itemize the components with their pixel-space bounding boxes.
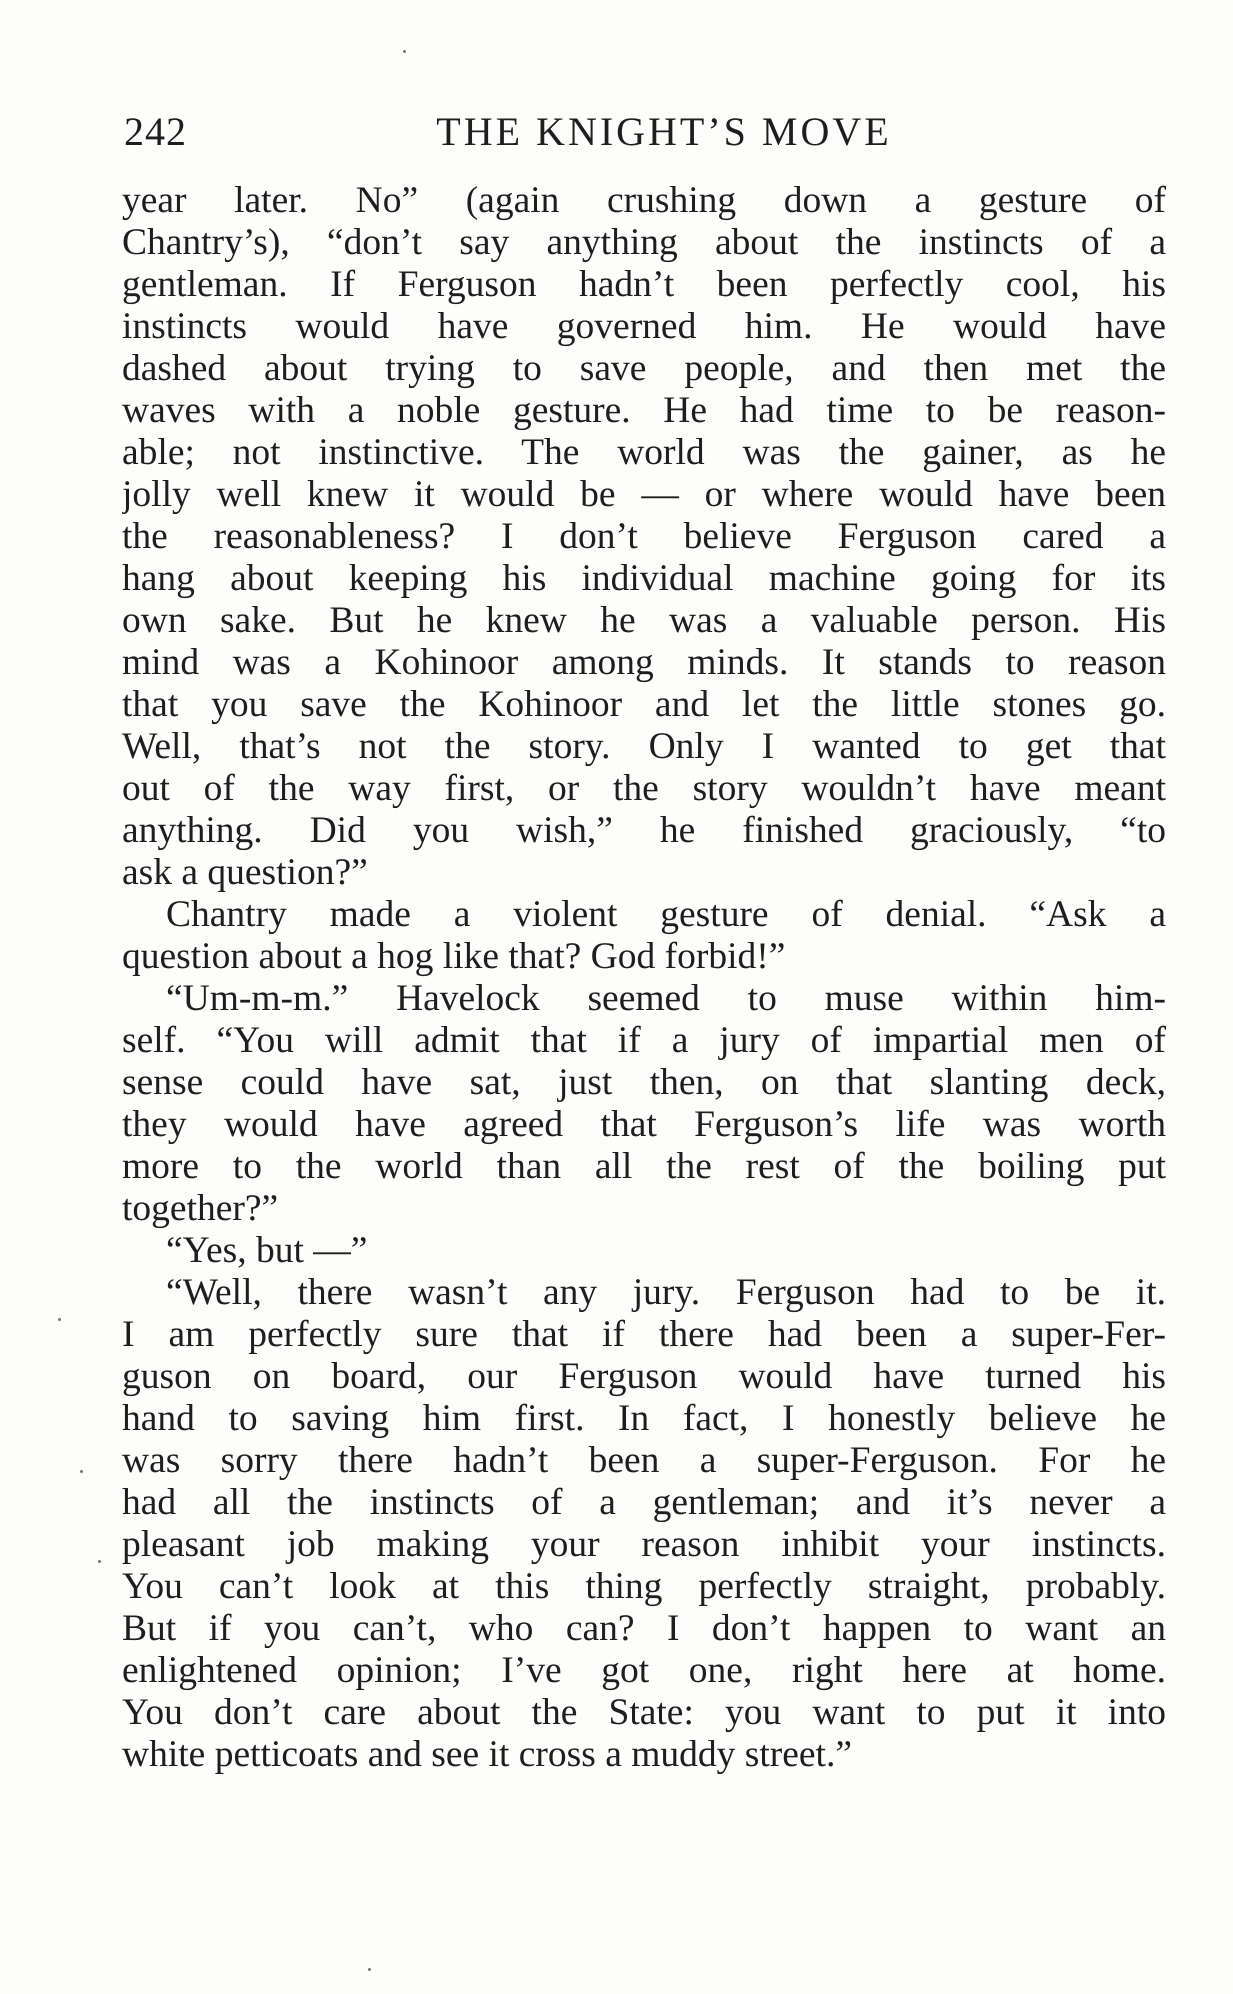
- text-line: self. “You will admit that if a jury of impartial men of: [122, 1020, 1166, 1061]
- text-line: more to the world than all the rest of the boiling put: [122, 1146, 1166, 1187]
- text-line: able; not instinctive. The world was the gainer, as he: [122, 432, 1166, 473]
- text-line: year later. No” (again crushing down a gesture of: [122, 180, 1166, 221]
- text-line: But if you can’t, who can? I don’t happen to want an: [122, 1608, 1166, 1649]
- text-line: hang about keeping his individual machine going for its: [122, 558, 1166, 599]
- text-line: “Yes, but —”: [166, 1230, 368, 1271]
- text-line: gentleman. If Ferguson hadn’t been perfectly cool, his: [122, 264, 1166, 305]
- text-line: question about a hog like that? God forbid!”: [122, 936, 786, 977]
- text-line: out of the way first, or the story wouldn’t have meant: [122, 768, 1166, 809]
- text-line: guson on board, our Ferguson would have turned his: [122, 1356, 1166, 1397]
- text-line: I am perfectly sure that if there had been a super-Fer-: [122, 1314, 1166, 1355]
- text-line: waves with a noble gesture. He had time to be reason-: [122, 390, 1166, 431]
- text-line: Well, that’s not the story. Only I wanted to get that: [122, 726, 1166, 767]
- text-line: enlightened opinion; I’ve got one, right here at home.: [122, 1650, 1166, 1691]
- print-speck-left-2: [80, 1470, 83, 1473]
- body-text: [122, 180, 1166, 1776]
- text-line: had all the instincts of a gentleman; and it’s never a: [122, 1482, 1166, 1523]
- text-line: Chantry made a violent gesture of denial. “Ask a: [166, 894, 1166, 935]
- text-line: together?”: [122, 1188, 279, 1229]
- text-line: ask a question?”: [122, 852, 368, 893]
- text-line: jolly well knew it would be — or where would have been: [122, 474, 1166, 515]
- print-speck-left-1: [58, 1318, 61, 1321]
- print-speck-top: [403, 50, 406, 53]
- print-speck-left-3: [98, 1560, 101, 1563]
- print-speck-bottom: [368, 1968, 371, 1971]
- text-line: dashed about trying to save people, and then met the: [122, 348, 1166, 389]
- running-title: THE KNIGHT’S MOVE: [436, 109, 892, 154]
- page-number: 242: [124, 109, 187, 154]
- text-line: “Um-m-m.” Havelock seemed to muse within him-: [166, 978, 1166, 1019]
- text-line: pleasant job making your reason inhibit your instincts.: [122, 1524, 1166, 1565]
- text-line: hand to saving him first. In fact, I honestly believe he: [122, 1398, 1166, 1439]
- text-line: “Well, there wasn’t any jury. Ferguson had to be it.: [166, 1272, 1166, 1313]
- text-line: was sorry there hadn’t been a super-Ferguson. For he: [122, 1440, 1166, 1481]
- text-line: they would have agreed that Ferguson’s life was worth: [122, 1104, 1166, 1145]
- text-line: Chantry’s), “don’t say anything about the instincts of a: [122, 222, 1166, 263]
- text-line: You can’t look at this thing perfectly straight, probably.: [122, 1566, 1166, 1607]
- page-header: [124, 108, 1164, 164]
- text-line: that you save the Kohinoor and let the little stones go.: [122, 684, 1166, 725]
- text-line: anything. Did you wish,” he finished graciously, “to: [122, 810, 1166, 851]
- text-line: instincts would have governed him. He would have: [122, 306, 1166, 347]
- text-line: mind was a Kohinoor among minds. It stands to reason: [122, 642, 1166, 683]
- text-line: You don’t care about the State: you want to put it into: [122, 1692, 1166, 1733]
- text-line: own sake. But he knew he was a valuable person. His: [122, 600, 1166, 641]
- text-line: white petticoats and see it cross a muddy street.”: [122, 1734, 852, 1775]
- text-line: sense could have sat, just then, on that slanting deck,: [122, 1062, 1166, 1103]
- text-line: the reasonableness? I don’t believe Ferguson cared a: [122, 516, 1166, 557]
